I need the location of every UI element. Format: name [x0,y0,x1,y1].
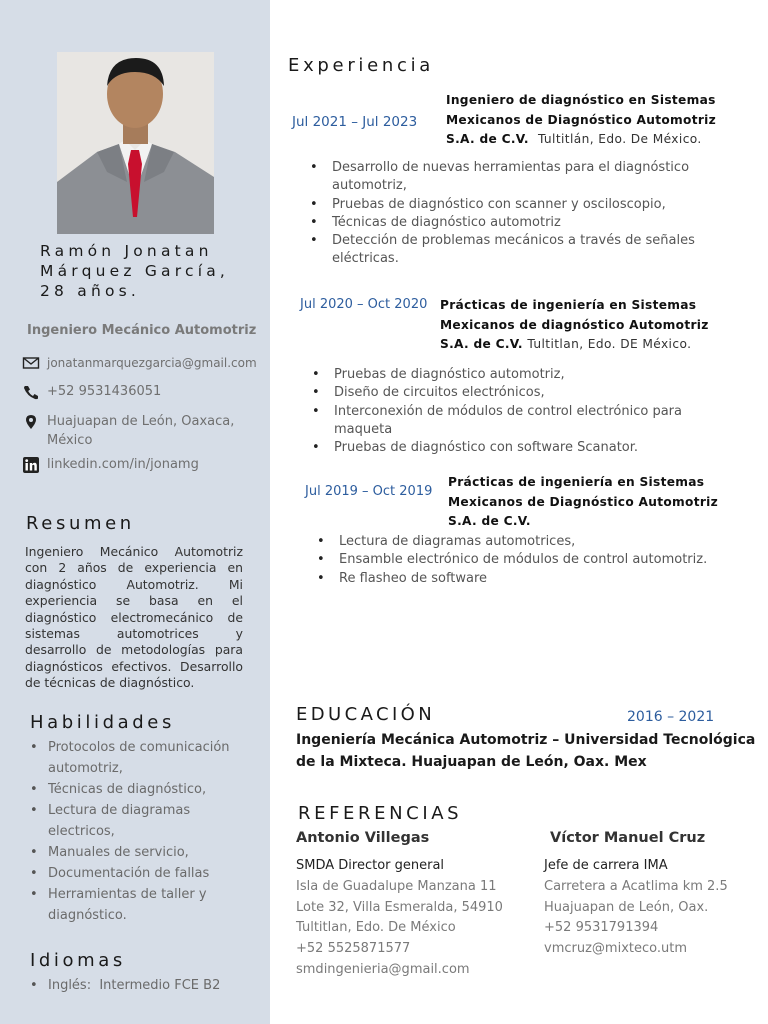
job-3-dates: Jul 2019 – Oct 2019 [305,484,433,499]
skill-line: Herramientas de taller y [48,887,207,902]
skill-line: Manuales de servicio, [48,845,189,860]
list-item [28,884,264,926]
company-suffix: S.A. de C.V. [448,514,531,528]
location-line-2: México [47,432,93,448]
company-line: Prácticas de ingeniería en Sistemas [448,475,705,489]
reference-1-details [296,856,503,981]
job-3-company [448,473,718,532]
reference-line: Lote 32, Villa Esmeralda, 54910 [296,899,503,915]
resumen-line: Ingeniero Mecánico Automotriz [25,544,243,559]
company-line: Ingeniero de diagnóstico en Sistemas [446,93,716,107]
reference-2-details [544,856,728,960]
resumen-line: sistemas automotrices y [25,626,243,642]
idiomas-list [28,975,264,996]
company-location: Tultitlan, Edo. DE México. [527,337,692,351]
location-text [47,413,234,450]
reference-1-name: Antonio Villegas [296,830,430,846]
linkedin-text[interactable]: linkedin.com/in/jonamg [47,457,199,472]
name-line-2: Márquez García, [40,262,230,280]
resumen-heading: Resumen [26,513,135,534]
reference-role: Jefe de carrera IMA [544,858,668,873]
list-item [28,779,264,800]
company-location: Tultitlán, Edo. De México. [537,132,702,146]
list-item [306,196,726,214]
task-line: Ensamble electrónico de módulos de control automotriz. [339,552,708,568]
company-line: Prácticas de ingeniería en Sistemas [440,298,697,312]
profile-photo-image [57,52,214,234]
educacion-heading: EDUCACIÓN [296,704,436,725]
reference-line: +52 9531791394 [544,920,659,936]
skill-line: automotriz, [48,761,123,776]
linkedin-icon [22,457,40,473]
educacion-text [296,729,756,773]
resumen-line: de técnicas de diagnóstico. [25,675,195,691]
resumen-line: desarrollo de metodologías para [25,642,243,658]
educacion-dates: 2016 – 2021 [627,709,715,725]
company-suffix: S.A. de C.V. [446,132,529,146]
reference-line: Huajuapan de León, Oax. [544,899,709,915]
list-item [308,366,728,384]
reference-email[interactable]: vmcruz@mixteco.utm [544,941,687,957]
list-item [308,439,728,457]
skill-line: diagnóstico. [48,908,127,923]
reference-line: Tultitlan, Edo. De México [296,920,456,936]
task-line: maqueta [334,421,393,437]
company-suffix: S.A. de C.V. [440,337,523,351]
reference-line: Isla de Guadalupe Manzana 11 [296,878,497,894]
habilidades-heading: Habilidades [30,712,175,733]
resumen-line: diagnóstico Automotriz. Mi [25,576,243,592]
phone-icon [22,384,40,400]
company-line [446,130,716,150]
task-line: Desarrollo de nuevas herramientas para el diagnóstico [332,160,690,175]
company-line: Mexicanos de Diagnóstico Automotriz [448,494,719,509]
task-line: Pruebas de diagnóstico con scanner y osciloscopio, [332,196,666,212]
list-item [28,863,264,884]
list-item [28,737,264,779]
profile-photo [57,52,214,234]
task-line: automotriz, [332,178,407,194]
company-line [440,335,709,355]
job-1-tasks [306,159,726,269]
job-2-company [440,296,709,355]
list-item [28,800,264,842]
list-item [306,159,726,196]
email-text[interactable]: jonatanmarquezgarcia@gmail.com [47,356,257,370]
location-line-1: Huajuapan de León, Oaxaca, [47,414,235,429]
habilidades-list [28,737,264,926]
job-2-tasks [308,366,728,457]
list-item [308,403,728,440]
list-item [313,533,733,551]
skill-line: Documentación de fallas [48,866,210,881]
task-line: Técnicas de diagnóstico automotriz [332,214,561,230]
phone-text[interactable]: +52 9531436051 [47,384,162,399]
skill-line: Lectura de diagramas [48,803,191,818]
list-item [313,551,733,569]
experiencia-heading: Experiencia [288,55,435,76]
task-line: Pruebas de diagnóstico automotriz, [334,367,565,382]
language-line: Inglés: Intermedio FCE B2 [48,978,221,993]
educacion-line: de la Mixteca. Huajuapan de León, Oax. Mex [296,754,647,770]
job-1-dates: Jul 2021 – Jul 2023 [292,114,418,130]
job-3-tasks [313,533,733,588]
email-icon [22,355,40,371]
task-line: Interconexión de módulos de control electrónico para [334,403,682,419]
job-1-company [446,91,716,150]
reference-role: SMDA Director general [296,858,445,873]
list-item [308,384,728,402]
educacion-line: Ingeniería Mecánica Automotriz – Universidad Tecnológica [296,732,756,748]
list-item [306,232,726,269]
task-line: Diseño de circuitos electrónicos, [334,385,545,401]
resumen-line: diagnóstico electromecánico de [25,609,243,625]
resumen-line: con 2 años de experiencia en [25,560,243,576]
task-line: Re flasheo de software [339,570,488,586]
skill-line: Protocolos de comunicación [48,740,230,755]
referencias-heading: REFERENCIAS [298,803,463,824]
task-line: eléctricas. [332,251,399,267]
resumen-line: diagnósticos efectivos. Desarrollo [25,658,243,674]
reference-line: +52 5525871577 [296,941,411,957]
full-name [40,241,265,301]
job-title: Ingeniero Mecánico Automotriz [27,323,257,338]
skill-line: electricos, [48,824,115,839]
name-line-1: Ramón Jonatan [40,242,213,260]
reference-line: Carretera a Acatlima km 2.5 [544,878,728,894]
reference-2-name: Víctor Manuel Cruz [550,830,706,846]
company-line: Mexicanos de diagnóstico Automotriz [440,317,709,332]
list-item [313,570,733,588]
skill-line: Técnicas de diagnóstico, [48,782,207,797]
resumen-line: experiencia se basa en el [25,593,243,609]
list-item [306,214,726,232]
reference-email[interactable]: smdingenieria@gmail.com [296,961,470,977]
name-line-3: 28 años. [40,282,141,300]
task-line: Pruebas de diagnóstico con software Scanator. [334,440,639,456]
location-pin-icon [22,414,40,430]
job-2-dates: Jul 2020 – Oct 2020 [300,297,428,312]
resumen-text [25,544,243,692]
task-line: Lectura de diagramas automotrices, [339,534,576,549]
list-item [28,842,264,863]
company-line: Mexicanos de Diagnóstico Automotriz [446,112,717,127]
list-item [28,975,264,996]
task-line: Detección de problemas mecánicos a través de señales [332,233,695,249]
idiomas-heading: Idiomas [30,950,126,971]
